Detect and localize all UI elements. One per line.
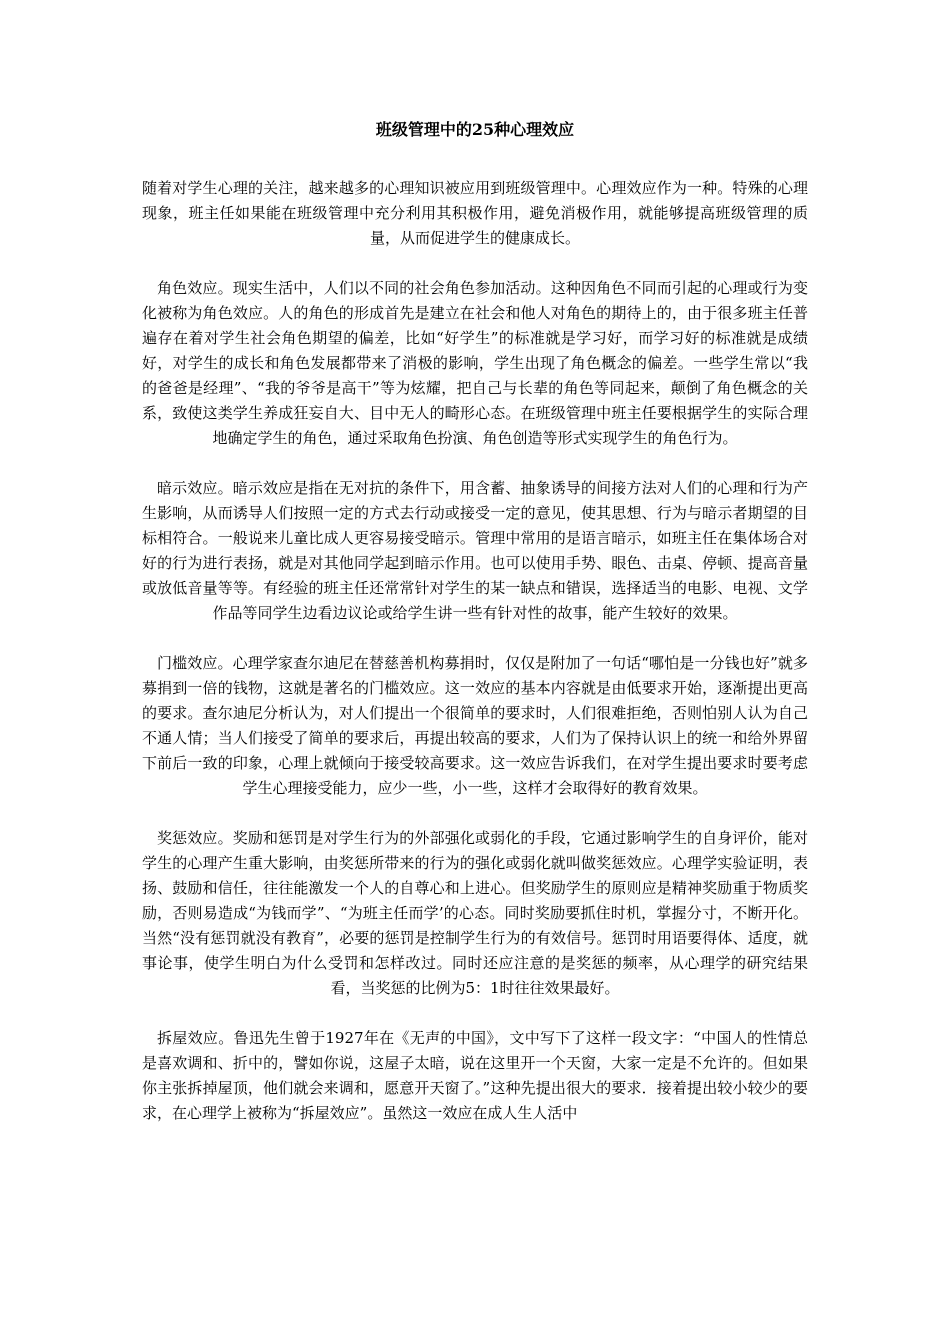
document-page [142,116,808,1126]
section-roof-removal-effect: 拆屋效应。鲁迅先生曾于1927年在《无声的中国》，文中写下了这样一段文字：“中国人的性情总是喜欢调和、折中的，譬如你说，这屋子太暗，说在这里开一个天窗，大家一定是不允许的。但如果你主张拆掉屋顶，他们就会来调和，愿意开天窗了。”这种先提出很大的要求．接着提出较小较少的要求，在心理学上被称为“拆屋效应”。虽然这一效应在成人生人活中 [142,1029,808,1122]
intro-paragraph: 随着对学生心理的关注，越来越多的心理知识被应用到班级管理中。心理效应作为一种。特殊的心理现象，班主任如果能在班级管理中充分利用其积极作用，避免消极作用，就能够提高班级管理的质量，从而促进学生的健康成长。 [142,179,808,247]
document-title: 班级管理中的25种心理效应 [375,120,575,139]
section-threshold-effect: 门槛效应。心理学家查尔迪尼在替慈善机构募捐时，仅仅是附加了一句话“哪怕是一分钱也好”就多募捐到一倍的钱物，这就是著名的门槛效应。这一效应的基本内容就是由低要求开始，逐渐提出更高的要求。查尔迪尼分析认为，对人们提出一个很简单的要求时，人们很难拒绝，否则怕别人认为自己不通人情；当人们接受了简单的要求后，再提出较高的要求，人们为了保持认识上的统一和给外界留下前后一致的印象，心理上就倾向于接受较高要求。这一效应告诉我们，在对学生提出要求时要考虑学生心理接受能力，应少一些，小一些，这样才会取得好的教育效果。 [142,654,808,797]
section-suggestion-effect: 暗示效应。暗示效应是指在无对抗的条件下，用含蓄、抽象诱导的间接方法对人们的心理和行为产生影响，从而诱导人们按照一定的方式去行动或接受一定的意见，使其思想、行为与暗示者期望的目标相符合。一般说来儿童比成人更容易接受暗示。管理中常用的是语言暗示，如班主任在集体场合对好的行为进行表扬，就是对其他同学起到暗示作用。也可以使用手势、眼色、击桌、停顿、提高音量或放低音量等等。有经验的班主任还常常针对学生的某一缺点和错误，选择适当的电影、电视、文学作品等同学生边看边议论或给学生讲一些有针对性的故事，能产生较好的效果。 [142,479,808,622]
section-reward-punishment-effect: 奖惩效应。奖励和惩罚是对学生行为的外部强化或弱化的手段，它通过影响学生的自身评价，能对学生的心理产生重大影响，由奖惩所带来的行为的强化或弱化就叫做奖惩效应。心理学实验证明，表扬、鼓励和信任，往往能激发一个人的自尊心和上进心。但奖励学生的原则应是精神奖励重于物质奖励，否则易造成“为钱而学”、“为班主任而学’的心态。同时奖励要抓住时机，掌握分寸，不断开化。当然“没有惩罚就没有教育”，必要的惩罚是控制学生行为的有效信号。惩罚时用语要得体、适度，就事论事，使学生明白为什么受罚和怎样改过。同时还应注意的是奖惩的频率，从心理学的研究结果看，当奖惩的比例为5：1时往往效果最好。 [142,829,808,997]
section-role-effect: 角色效应。现实生活中，人们以不同的社会角色参加活动。这种因角色不同而引起的心理或行为变化被称为角色效应。人的角色的形成首先是建立在社会和他人对角色的期待上的，由于很多班主任普遍存在着对学生社会角色期望的偏差，比如“好学生”的标准就是学习好，而学习好的标准就是成绩好，对学生的成长和角色发展都带来了消极的影响，学生出现了角色概念的偏差。一些学生常以“我的爸爸是经理”、“我的爷爷是高干”等为炫耀，把自己与长辈的角色等同起来，颠倒了角色概念的关系，致使这类学生养成狂妄自大、目中无人的畸形心态。在班级管理中班主任要根据学生的实际合理地确定学生的角色，通过采取角色扮演、角色创造等形式实现学生的角色行为。 [142,279,808,447]
